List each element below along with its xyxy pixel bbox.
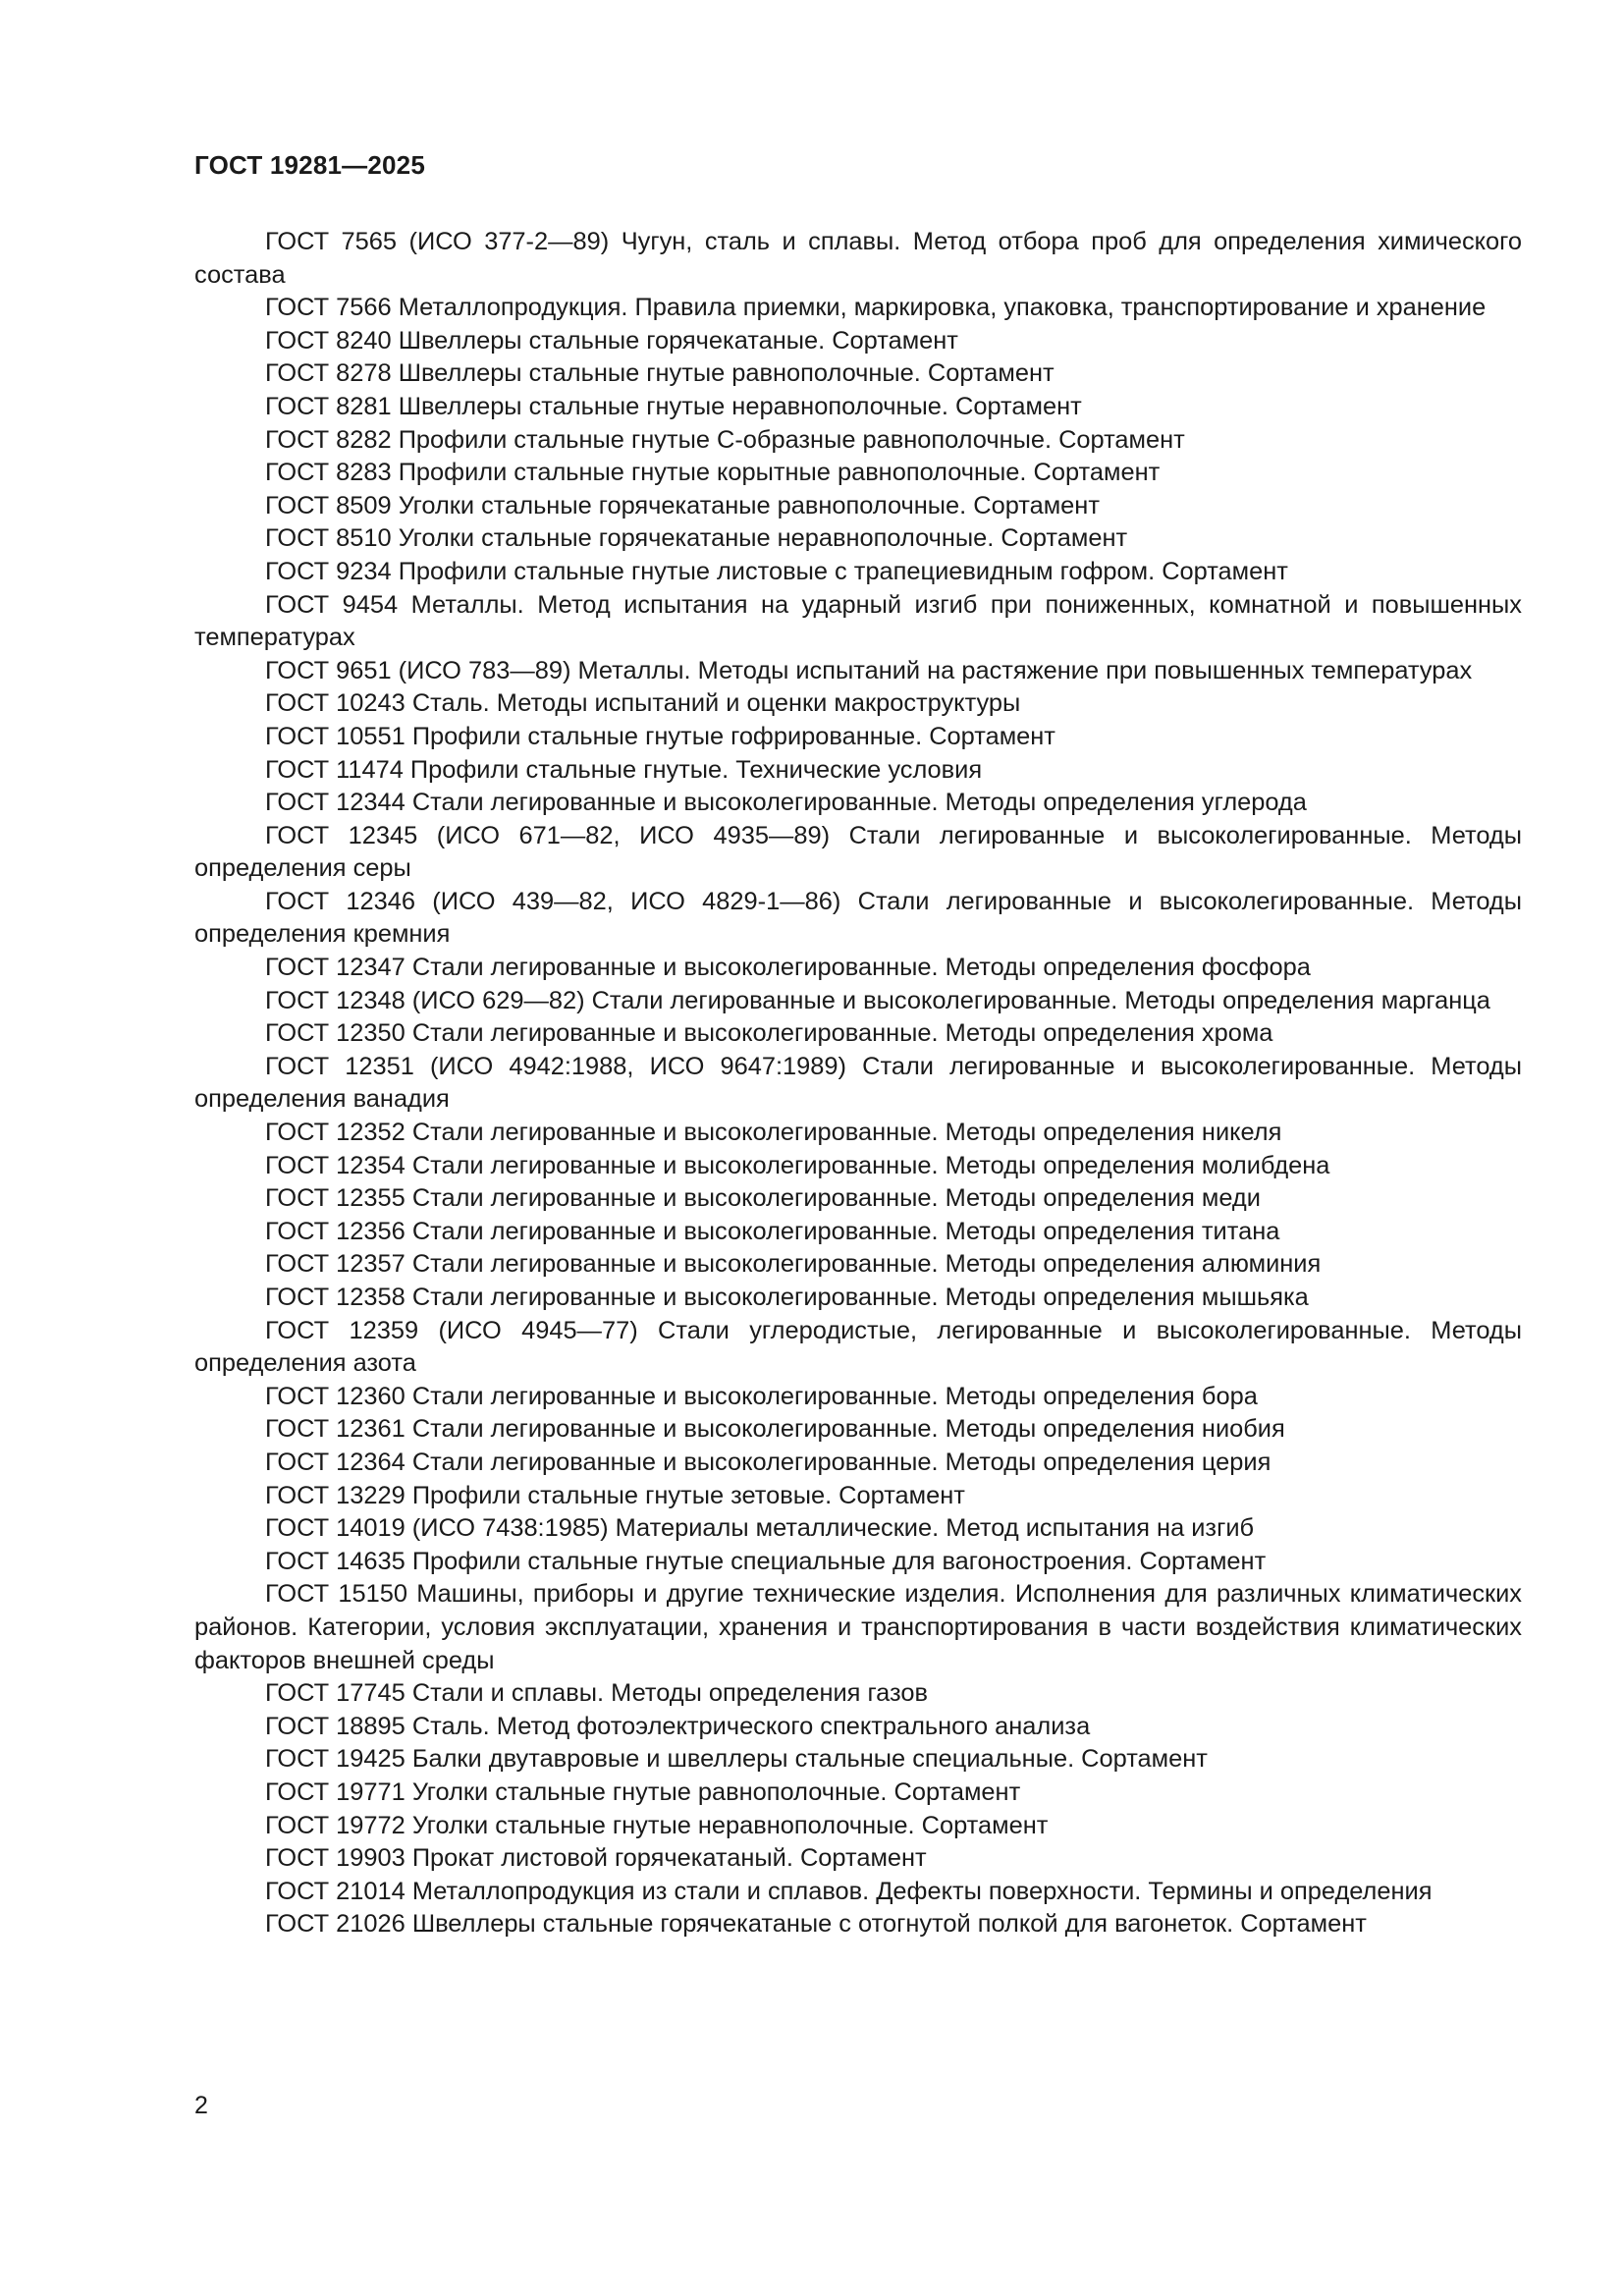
reference-entry xyxy=(194,820,1522,886)
reference-code: ГОСТ 12355 xyxy=(265,1184,406,1213)
reference-code: ГОСТ 12361 xyxy=(265,1415,406,1444)
reference-title: Стали легированные и высоколегированные. Методы определения кремния xyxy=(194,887,1522,949)
reference-entry xyxy=(194,952,1522,985)
reference-entry xyxy=(194,1777,1522,1810)
reference-title: Профили стальные гнутые. Технические условия xyxy=(409,755,983,784)
reference-title: Уголки стальные горячекатаные равнополочные. Сортамент xyxy=(398,491,1100,519)
reference-code: ГОСТ 12348 (ИСО 629—82) xyxy=(265,986,585,1014)
reference-code: ГОСТ 8282 xyxy=(265,425,392,454)
reference-code: ГОСТ 12347 xyxy=(265,954,406,982)
reference-title: Стали легированные и высоколегированные. Методы определения никеля xyxy=(411,1119,1282,1147)
reference-title: Стали и сплавы. Методы определения газов xyxy=(411,1679,928,1708)
reference-code: ГОСТ 8510 xyxy=(265,524,392,553)
reference-entry xyxy=(194,1546,1522,1579)
reference-entry xyxy=(194,391,1522,424)
reference-entry xyxy=(194,1381,1522,1414)
reference-entry xyxy=(194,522,1522,556)
reference-entry xyxy=(194,886,1522,952)
reference-code: ГОСТ 9454 xyxy=(265,590,399,619)
reference-entry xyxy=(194,1711,1522,1744)
reference-title: Металлопродукция из стали и сплавов. Дефекты поверхности. Термины и определения xyxy=(411,1877,1433,1905)
reference-title: Прокат листовой горячекатаный. Сортамент xyxy=(411,1844,927,1873)
reference-code: ГОСТ 18895 xyxy=(265,1712,406,1740)
reference-code: ГОСТ 10243 xyxy=(265,689,406,718)
document-header: ГОСТ 19281—2025 xyxy=(194,150,425,180)
reference-code: ГОСТ 12346 (ИСО 439—82, ИСО 4829-1—86) xyxy=(265,887,841,915)
reference-title: Стали легированные и высоколегированные. Методы определения меди xyxy=(411,1184,1261,1213)
reference-entry xyxy=(194,457,1522,490)
reference-title: Стали легированные и высоколегированные. Методы определения бора xyxy=(411,1382,1258,1410)
reference-title: Уголки стальные горячекатаные неравнополочные. Сортамент xyxy=(398,524,1128,553)
reference-code: ГОСТ 9651 (ИСО 783—89) xyxy=(265,656,571,684)
page-number: 2 xyxy=(194,2092,208,2119)
reference-code: ГОСТ 12364 xyxy=(265,1448,406,1476)
reference-entry xyxy=(194,1216,1522,1249)
normative-references-list xyxy=(194,226,1522,1941)
reference-entry xyxy=(194,1282,1522,1315)
reference-entry xyxy=(194,787,1522,820)
reference-code: ГОСТ 12359 (ИСО 4945—77) xyxy=(265,1316,638,1344)
reference-code: ГОСТ 8283 xyxy=(265,459,392,487)
reference-code: ГОСТ 14635 xyxy=(265,1547,406,1575)
reference-title: Швеллеры стальные гнутые равнополочные. Сортамент xyxy=(398,359,1055,388)
reference-entry xyxy=(194,1810,1522,1843)
reference-title: Профили стальные гнутые С-образные равнополочные. Сортамент xyxy=(398,425,1185,454)
reference-title: Металлы. Методы испытаний на растяжение при повышенных температурах xyxy=(577,656,1473,684)
reference-title: Профили стальные гнутые корытные равнополочные. Сортамент xyxy=(398,459,1161,487)
reference-title: Уголки стальные гнутые неравнополочные. Сортамент xyxy=(411,1811,1049,1839)
reference-entry xyxy=(194,1447,1522,1480)
reference-code: ГОСТ 19425 xyxy=(265,1745,406,1774)
reference-title: Стали легированные и высоколегированные. Методы определения молибдена xyxy=(411,1151,1330,1179)
reference-code: ГОСТ 14019 (ИСО 7438:1985) xyxy=(265,1514,609,1543)
reference-title: Материалы металлические. Метод испытания на изгиб xyxy=(615,1514,1255,1543)
reference-code: ГОСТ 21026 xyxy=(265,1910,406,1939)
reference-title: Сталь. Методы испытаний и оценки макроструктуры xyxy=(411,689,1021,718)
reference-entry xyxy=(194,589,1522,655)
reference-title: Машины, приборы и другие технические изделия. Исполнения для различных климатических районов. Категории, условия эксплуатации, хранения и транспортирования в части воздействия климатических факторов внешней среды xyxy=(194,1580,1522,1674)
reference-entry xyxy=(194,1150,1522,1183)
reference-title: Стали легированные и высоколегированные. Методы определения марганца xyxy=(591,986,1490,1014)
reference-entry xyxy=(194,754,1522,788)
reference-code: ГОСТ 19772 xyxy=(265,1811,406,1839)
reference-code: ГОСТ 7566 xyxy=(265,294,392,322)
reference-code: ГОСТ 12356 xyxy=(265,1217,406,1245)
reference-entry xyxy=(194,655,1522,688)
reference-title: Стали углеродистые, легированные и высоколегированные. Методы определения азота xyxy=(194,1316,1522,1378)
reference-code: ГОСТ 12351 (ИСО 4942:1988, ИСО 9647:1989) xyxy=(265,1052,846,1080)
reference-code: ГОСТ 12350 xyxy=(265,1019,406,1048)
reference-code: ГОСТ 12344 xyxy=(265,789,406,817)
reference-title: Стали легированные и высоколегированные. Методы определения фосфора xyxy=(411,954,1311,982)
reference-title: Швеллеры стальные горячекатаные с отогнутой полкой для вагонеток. Сортамент xyxy=(411,1910,1367,1939)
reference-code: ГОСТ 21014 xyxy=(265,1877,406,1905)
reference-title: Металлы. Метод испытания на ударный изгиб при пониженных, комнатной и повышенных температурах xyxy=(194,590,1522,652)
reference-title: Профили стальные гнутые листовые с трапециевидным гофром. Сортамент xyxy=(398,557,1288,585)
reference-entry xyxy=(194,1908,1522,1941)
reference-title: Профили стальные гнутые гофрированные. Сортамент xyxy=(411,722,1055,750)
reference-code: ГОСТ 12360 xyxy=(265,1382,406,1410)
reference-entry xyxy=(194,687,1522,721)
reference-entry xyxy=(194,424,1522,458)
reference-title: Швеллеры стальные гнутые неравнополочные. Сортамент xyxy=(398,392,1082,420)
reference-code: ГОСТ 12354 xyxy=(265,1151,406,1179)
reference-title: Стали легированные и высоколегированные. Методы определения мышьяка xyxy=(411,1284,1309,1311)
reference-entry xyxy=(194,1248,1522,1282)
reference-entry xyxy=(194,357,1522,391)
reference-code: ГОСТ 8281 xyxy=(265,392,392,420)
reference-code: ГОСТ 17745 xyxy=(265,1679,406,1708)
reference-title: Металлопродукция. Правила приемки, маркировка, упаковка, транспортирование и хранение xyxy=(398,294,1487,322)
reference-code: ГОСТ 12358 xyxy=(265,1284,406,1311)
reference-code: ГОСТ 8278 xyxy=(265,359,392,388)
reference-code: ГОСТ 12352 xyxy=(265,1119,406,1147)
reference-entry xyxy=(194,1315,1522,1381)
reference-title: Стали легированные и высоколегированные. Методы определения алюминия xyxy=(411,1250,1322,1279)
reference-title: Стали легированные и высоколегированные. Методы определения титана xyxy=(411,1217,1280,1245)
reference-code: ГОСТ 15150 xyxy=(265,1580,407,1609)
reference-title: Стали легированные и высоколегированные. Методы определения углерода xyxy=(411,789,1307,817)
reference-entry xyxy=(194,985,1522,1018)
reference-entry xyxy=(194,1677,1522,1711)
reference-code: ГОСТ 13229 xyxy=(265,1481,406,1509)
reference-title: Стали легированные и высоколегированные. Методы определения ванадия xyxy=(194,1052,1522,1114)
reference-entry xyxy=(194,226,1522,292)
reference-title: Балки двутавровые и швеллеры стальные специальные. Сортамент xyxy=(411,1745,1208,1774)
reference-entry xyxy=(194,1743,1522,1777)
reference-title: Стали легированные и высоколегированные. Методы определения серы xyxy=(194,821,1522,883)
reference-code: ГОСТ 10551 xyxy=(265,722,406,750)
reference-entry xyxy=(194,1480,1522,1513)
reference-entry xyxy=(194,1512,1522,1546)
reference-code: ГОСТ 19903 xyxy=(265,1844,406,1873)
reference-title: Стали легированные и высоколегированные. Методы определения церия xyxy=(411,1448,1271,1476)
reference-code: ГОСТ 7565 (ИСО 377-2—89) xyxy=(265,228,610,255)
reference-title: Чугун, сталь и сплавы. Метод отбора проб для определения химического состава xyxy=(194,228,1522,289)
reference-entry xyxy=(194,292,1522,325)
reference-entry xyxy=(194,1413,1522,1447)
reference-title: Стали легированные и высоколегированные. Методы определения ниобия xyxy=(411,1415,1285,1444)
reference-entry xyxy=(194,325,1522,358)
reference-title: Профили стальные гнутые зетовые. Сортамент xyxy=(411,1481,965,1509)
reference-code: ГОСТ 9234 xyxy=(265,557,392,585)
reference-code: ГОСТ 19771 xyxy=(265,1777,406,1806)
reference-entry xyxy=(194,1117,1522,1150)
reference-code: ГОСТ 11474 xyxy=(265,755,404,784)
reference-code: ГОСТ 8509 xyxy=(265,491,392,519)
reference-entry xyxy=(194,1842,1522,1876)
reference-code: ГОСТ 8240 xyxy=(265,326,392,355)
reference-entry xyxy=(194,556,1522,589)
reference-title: Стали легированные и высоколегированные. Методы определения хрома xyxy=(411,1019,1273,1048)
reference-entry xyxy=(194,490,1522,523)
reference-entry xyxy=(194,1051,1522,1117)
reference-title: Уголки стальные гнутые равнополочные. Сортамент xyxy=(411,1777,1021,1806)
reference-entry xyxy=(194,721,1522,754)
reference-entry xyxy=(194,1182,1522,1216)
reference-entry xyxy=(194,1578,1522,1677)
reference-entry xyxy=(194,1876,1522,1909)
reference-title: Швеллеры стальные горячекатаные. Сортамент xyxy=(398,326,958,355)
reference-title: Профили стальные гнутые специальные для вагоностроения. Сортамент xyxy=(411,1547,1267,1575)
reference-entry xyxy=(194,1017,1522,1051)
reference-code: ГОСТ 12345 (ИСО 671—82, ИСО 4935—89) xyxy=(265,821,831,849)
reference-code: ГОСТ 12357 xyxy=(265,1250,406,1279)
reference-title: Сталь. Метод фотоэлектрического спектрального анализа xyxy=(411,1712,1091,1740)
